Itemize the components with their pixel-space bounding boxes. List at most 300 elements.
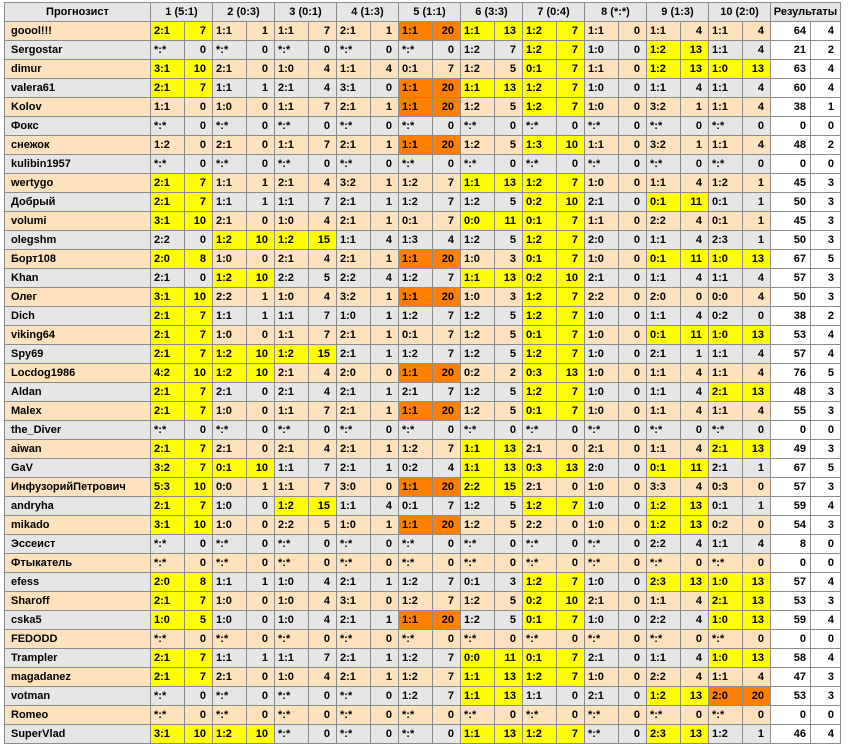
prediction-score: 1:2 — [275, 231, 309, 250]
prediction-points: 0 — [247, 326, 275, 345]
prediction-score: 1:2 — [523, 79, 557, 98]
prediction-score: 0:1 — [647, 459, 681, 478]
prediction-score: *:* — [337, 421, 371, 440]
prediction-points: 0 — [619, 687, 647, 706]
prediction-points: 10 — [185, 60, 213, 79]
table-row — [5, 592, 841, 611]
prediction-points: 0 — [309, 687, 337, 706]
prediction-points: 15 — [495, 478, 523, 497]
prediction-points: 1 — [371, 250, 399, 269]
prediction-points: 0 — [619, 383, 647, 402]
prediction-score: 3:2 — [151, 459, 185, 478]
prediction-score: 2:2 — [523, 516, 557, 535]
prediction-points: 13 — [681, 41, 709, 60]
table-row — [5, 725, 841, 744]
prediction-points: 1 — [247, 79, 275, 98]
prediction-points: 5 — [495, 231, 523, 250]
prediction-score: 1:0 — [213, 516, 247, 535]
prediction-points: 1 — [371, 402, 399, 421]
prediction-score: *:* — [461, 117, 495, 136]
prediction-score: 1:1 — [151, 98, 185, 117]
prediction-points: 4 — [681, 649, 709, 668]
prediction-points: 13 — [495, 725, 523, 744]
prediction-points: 0 — [557, 630, 585, 649]
prediction-score: 0:1 — [647, 250, 681, 269]
prediction-score: *:* — [709, 155, 743, 174]
prediction-score: 0:1 — [709, 497, 743, 516]
forecaster-name: olegshm — [5, 231, 151, 250]
prediction-points: 0 — [433, 117, 461, 136]
prediction-score: 1:2 — [523, 174, 557, 193]
prediction-points: 0 — [247, 630, 275, 649]
forecaster-name: Trampler — [5, 649, 151, 668]
prediction-score: 1:2 — [461, 307, 495, 326]
prediction-points: 7 — [185, 402, 213, 421]
prediction-score: 2:1 — [151, 307, 185, 326]
result-place: 5 — [811, 250, 841, 269]
prediction-score: 2:1 — [647, 345, 681, 364]
prediction-points: 0 — [247, 516, 275, 535]
table-row — [5, 535, 841, 554]
prediction-score: *:* — [399, 41, 433, 60]
prediction-score: 1:2 — [399, 345, 433, 364]
prediction-score: 1:0 — [585, 307, 619, 326]
prediction-points: 4 — [743, 364, 771, 383]
prediction-score: 2:1 — [275, 440, 309, 459]
total-points: 0 — [771, 630, 811, 649]
prediction-points: 2 — [495, 364, 523, 383]
prediction-points: 0 — [247, 41, 275, 60]
result-place: 3 — [811, 288, 841, 307]
prediction-score: 2:1 — [151, 22, 185, 41]
prediction-score: 3:1 — [151, 288, 185, 307]
prediction-points: 7 — [557, 402, 585, 421]
result-place: 3 — [811, 193, 841, 212]
prediction-points: 0 — [247, 554, 275, 573]
total-points: 53 — [771, 326, 811, 345]
prediction-points: 1 — [743, 459, 771, 478]
prediction-score: 2:1 — [213, 212, 247, 231]
forecaster-name: andryha — [5, 497, 151, 516]
result-place: 0 — [811, 155, 841, 174]
prediction-points: 7 — [185, 326, 213, 345]
prediction-score: 0:1 — [399, 326, 433, 345]
prediction-points: 0 — [371, 687, 399, 706]
prediction-score: *:* — [337, 554, 371, 573]
prediction-score: *:* — [151, 117, 185, 136]
prediction-score: 2:1 — [151, 592, 185, 611]
prediction-points: 0 — [433, 421, 461, 440]
prediction-score: *:* — [151, 554, 185, 573]
prediction-score: 1:0 — [337, 307, 371, 326]
prediction-points: 7 — [185, 174, 213, 193]
prediction-points: 4 — [309, 60, 337, 79]
prediction-points: 4 — [309, 288, 337, 307]
prediction-points: 10 — [247, 231, 275, 250]
prediction-points: 5 — [495, 307, 523, 326]
prediction-points: 4 — [681, 22, 709, 41]
total-points: 53 — [771, 687, 811, 706]
prediction-score: 1:0 — [275, 573, 309, 592]
prediction-points: 0 — [247, 155, 275, 174]
prediction-score: 1:1 — [585, 60, 619, 79]
match-column-header: 4 (1:3) — [337, 3, 399, 22]
prediction-score: 2:1 — [585, 687, 619, 706]
prediction-points: 10 — [185, 212, 213, 231]
prediction-points: 13 — [557, 459, 585, 478]
prediction-points: 13 — [743, 440, 771, 459]
prediction-score: 2:1 — [585, 649, 619, 668]
prediction-points: 4 — [743, 98, 771, 117]
prediction-score: 1:2 — [399, 592, 433, 611]
prediction-points: 7 — [309, 193, 337, 212]
prediction-points: 0 — [433, 725, 461, 744]
prediction-points: 1 — [743, 193, 771, 212]
prediction-score: *:* — [337, 41, 371, 60]
prediction-points: 4 — [433, 231, 461, 250]
total-points: 45 — [771, 212, 811, 231]
prediction-points: 7 — [309, 326, 337, 345]
prediction-points: 5 — [495, 98, 523, 117]
prediction-score: 3:2 — [337, 174, 371, 193]
prediction-score: 1:0 — [213, 402, 247, 421]
prediction-points: 10 — [185, 364, 213, 383]
result-place: 3 — [811, 231, 841, 250]
match-column-header: 9 (1:3) — [647, 3, 709, 22]
prediction-score: 1:1 — [275, 307, 309, 326]
prediction-points: 4 — [433, 459, 461, 478]
prediction-score: 1:1 — [337, 231, 371, 250]
prediction-points: 20 — [433, 136, 461, 155]
prediction-points: 0 — [557, 516, 585, 535]
prediction-score: 0:2 — [399, 459, 433, 478]
prediction-points: 7 — [433, 269, 461, 288]
prediction-score: 1:1 — [275, 459, 309, 478]
prediction-points: 4 — [309, 250, 337, 269]
prediction-points: 0 — [185, 98, 213, 117]
prediction-score: 1:1 — [337, 60, 371, 79]
prediction-score: *:* — [213, 117, 247, 136]
prediction-score: 1:2 — [461, 136, 495, 155]
result-place: 3 — [811, 516, 841, 535]
prediction-score: 1:2 — [523, 288, 557, 307]
prediction-score: 2:1 — [523, 440, 557, 459]
total-points: 48 — [771, 136, 811, 155]
prediction-points: 0 — [185, 136, 213, 155]
prediction-points: 4 — [309, 440, 337, 459]
forecaster-column-header: Прогнозист — [5, 3, 151, 22]
prediction-score: *:* — [709, 554, 743, 573]
prediction-points: 4 — [743, 136, 771, 155]
prediction-points: 0 — [185, 535, 213, 554]
prediction-points: 20 — [433, 611, 461, 630]
prediction-score: 1:1 — [709, 345, 743, 364]
prediction-score: 1:0 — [709, 60, 743, 79]
forecaster-name: cska5 — [5, 611, 151, 630]
prediction-points: 4 — [743, 79, 771, 98]
prediction-points: 4 — [309, 592, 337, 611]
prediction-score: 2:1 — [151, 345, 185, 364]
prediction-points: 13 — [495, 79, 523, 98]
prediction-score: 1:1 — [399, 79, 433, 98]
forecaster-name: viking64 — [5, 326, 151, 345]
prediction-score: 1:2 — [461, 611, 495, 630]
prediction-points: 7 — [557, 725, 585, 744]
prediction-points: 20 — [433, 364, 461, 383]
prediction-points: 0 — [371, 478, 399, 497]
table-row — [5, 98, 841, 117]
prediction-points: 0 — [247, 117, 275, 136]
prediction-points: 0 — [371, 364, 399, 383]
prediction-points: 4 — [309, 668, 337, 687]
result-place: 4 — [811, 22, 841, 41]
prediction-points: 15 — [309, 231, 337, 250]
prediction-score: 1:1 — [399, 402, 433, 421]
table-row — [5, 383, 841, 402]
total-points: 49 — [771, 440, 811, 459]
prediction-points: 7 — [557, 497, 585, 516]
prediction-score: *:* — [399, 554, 433, 573]
prediction-points: 3 — [495, 250, 523, 269]
prediction-points: 0 — [185, 421, 213, 440]
prediction-points: 1 — [371, 383, 399, 402]
prediction-points: 7 — [433, 497, 461, 516]
prediction-points: 5 — [185, 611, 213, 630]
prediction-points: 7 — [185, 668, 213, 687]
prediction-score: 1:2 — [523, 231, 557, 250]
prediction-score: *:* — [213, 535, 247, 554]
prediction-score: 1:1 — [647, 649, 681, 668]
prediction-points: 4 — [681, 364, 709, 383]
table-row — [5, 79, 841, 98]
prediction-points: 1 — [371, 611, 399, 630]
prediction-points: 0 — [309, 117, 337, 136]
prediction-score: 2:2 — [275, 516, 309, 535]
prediction-score: 2:0 — [585, 459, 619, 478]
prediction-points: 4 — [371, 60, 399, 79]
prediction-score: 1:0 — [709, 326, 743, 345]
prediction-score: 1:1 — [275, 478, 309, 497]
prediction-points: 0 — [557, 155, 585, 174]
prediction-score: 0:2 — [523, 193, 557, 212]
prediction-points: 4 — [681, 535, 709, 554]
prediction-score: 2:1 — [151, 440, 185, 459]
table-row — [5, 630, 841, 649]
prediction-points: 0 — [309, 155, 337, 174]
prediction-score: 2:2 — [585, 288, 619, 307]
prediction-score: *:* — [461, 630, 495, 649]
prediction-score: *:* — [647, 155, 681, 174]
prediction-score: 2:0 — [151, 250, 185, 269]
prediction-score: 0:0 — [709, 288, 743, 307]
prediction-score: 0:3 — [709, 478, 743, 497]
prediction-points: 15 — [309, 497, 337, 516]
prediction-score: *:* — [523, 630, 557, 649]
prediction-points: 10 — [185, 725, 213, 744]
result-place: 3 — [811, 478, 841, 497]
prediction-score: 1:1 — [213, 193, 247, 212]
prediction-points: 5 — [309, 516, 337, 535]
prediction-points: 1 — [371, 288, 399, 307]
prediction-points: 0 — [619, 611, 647, 630]
prediction-score: *:* — [647, 117, 681, 136]
prediction-score: 2:3 — [647, 573, 681, 592]
prediction-score: *:* — [709, 630, 743, 649]
prediction-score: 1:2 — [461, 41, 495, 60]
prediction-points: 4 — [371, 231, 399, 250]
prediction-score: 1:1 — [709, 41, 743, 60]
prediction-score: *:* — [213, 41, 247, 60]
prediction-score: 1:0 — [585, 345, 619, 364]
prediction-score: 1:2 — [399, 440, 433, 459]
prediction-points: 10 — [557, 269, 585, 288]
prediction-score: 2:1 — [151, 497, 185, 516]
prediction-score: 1:0 — [213, 250, 247, 269]
total-points: 67 — [771, 250, 811, 269]
forecaster-name: Фокс — [5, 117, 151, 136]
forecaster-name: kulibin1957 — [5, 155, 151, 174]
prediction-points: 11 — [495, 649, 523, 668]
total-points: 0 — [771, 554, 811, 573]
forecaster-name: Romeo — [5, 706, 151, 725]
prediction-score: 1:2 — [213, 725, 247, 744]
prediction-score: 0:3 — [523, 364, 557, 383]
table-row — [5, 307, 841, 326]
prediction-points: 0 — [619, 136, 647, 155]
prediction-points: 13 — [743, 649, 771, 668]
prediction-score: 2:1 — [213, 440, 247, 459]
prediction-points: 5 — [495, 60, 523, 79]
prediction-points: 13 — [681, 516, 709, 535]
prediction-score: 1:1 — [647, 79, 681, 98]
table-row — [5, 155, 841, 174]
prediction-score: 1:0 — [585, 402, 619, 421]
prediction-score: *:* — [337, 117, 371, 136]
prediction-score: 1:0 — [151, 611, 185, 630]
prediction-points: 5 — [495, 592, 523, 611]
prediction-points: 1 — [247, 174, 275, 193]
total-points: 0 — [771, 421, 811, 440]
prediction-score: 1:1 — [213, 174, 247, 193]
prediction-points: 8 — [185, 250, 213, 269]
prediction-points: 7 — [185, 383, 213, 402]
result-place: 4 — [811, 573, 841, 592]
prediction-score: 1:0 — [709, 611, 743, 630]
prediction-score: 1:0 — [585, 383, 619, 402]
prediction-points: 7 — [557, 611, 585, 630]
prediction-points: 0 — [681, 117, 709, 136]
prediction-score: 0:1 — [461, 573, 495, 592]
total-points: 57 — [771, 345, 811, 364]
prediction-score: *:* — [399, 421, 433, 440]
prediction-score: 0:1 — [709, 193, 743, 212]
prediction-score: 1:2 — [647, 516, 681, 535]
prediction-points: 20 — [433, 98, 461, 117]
prediction-points: 0 — [619, 269, 647, 288]
prediction-points: 1 — [371, 668, 399, 687]
prediction-score: 1:0 — [585, 497, 619, 516]
prediction-points: 7 — [557, 345, 585, 364]
result-place: 3 — [811, 668, 841, 687]
prediction-score: 1:2 — [399, 687, 433, 706]
match-column-header: 7 (0:4) — [523, 3, 585, 22]
prediction-score: 1:2 — [709, 174, 743, 193]
prediction-points: 0 — [743, 307, 771, 326]
result-place: 4 — [811, 649, 841, 668]
prediction-points: 13 — [681, 725, 709, 744]
prediction-points: 0 — [309, 706, 337, 725]
prediction-points: 7 — [309, 22, 337, 41]
result-place: 3 — [811, 269, 841, 288]
prediction-score: 2:2 — [151, 231, 185, 250]
prediction-score: 1:0 — [275, 592, 309, 611]
prediction-score: *:* — [523, 117, 557, 136]
prediction-points: 20 — [433, 79, 461, 98]
prediction-score: 3:1 — [151, 60, 185, 79]
prediction-score: 1:1 — [461, 79, 495, 98]
result-place: 3 — [811, 592, 841, 611]
prediction-points: 7 — [557, 573, 585, 592]
prediction-points: 0 — [619, 497, 647, 516]
result-place: 4 — [811, 725, 841, 744]
prediction-score: 0:1 — [399, 497, 433, 516]
prediction-points: 4 — [743, 345, 771, 364]
prediction-score: 1:1 — [399, 98, 433, 117]
results-column-header: Результаты — [771, 3, 841, 22]
prediction-points: 7 — [433, 687, 461, 706]
prediction-points: 7 — [557, 22, 585, 41]
prediction-score: 0:2 — [523, 592, 557, 611]
prediction-score: 1:2 — [461, 402, 495, 421]
prediction-points: 7 — [557, 383, 585, 402]
result-place: 3 — [811, 212, 841, 231]
prediction-score: *:* — [585, 706, 619, 725]
prediction-score: 1:2 — [523, 345, 557, 364]
prediction-points: 20 — [433, 478, 461, 497]
prediction-score: 2:0 — [585, 231, 619, 250]
prediction-points: 4 — [743, 402, 771, 421]
prediction-score: 1:2 — [399, 269, 433, 288]
prediction-points: 20 — [433, 288, 461, 307]
prediction-score: 0:0 — [461, 212, 495, 231]
table-row — [5, 22, 841, 41]
prediction-points: 0 — [557, 440, 585, 459]
prediction-score: 2:1 — [337, 649, 371, 668]
prediction-score: 3:1 — [151, 725, 185, 744]
prediction-score: 0:3 — [523, 459, 557, 478]
prediction-points: 13 — [743, 573, 771, 592]
prediction-score: 2:2 — [647, 212, 681, 231]
total-points: 60 — [771, 79, 811, 98]
prediction-points: 3 — [495, 288, 523, 307]
prediction-score: 2:1 — [151, 402, 185, 421]
prediction-score: 1:2 — [523, 725, 557, 744]
prediction-score: 1:1 — [213, 307, 247, 326]
prediction-points: 0 — [681, 630, 709, 649]
prediction-points: 13 — [681, 687, 709, 706]
forecaster-name: mikado — [5, 516, 151, 535]
prediction-points: 0 — [495, 554, 523, 573]
prediction-score: 2:1 — [337, 611, 371, 630]
result-place: 0 — [811, 554, 841, 573]
prediction-points: 0 — [619, 478, 647, 497]
prediction-points: 1 — [247, 288, 275, 307]
prediction-points: 10 — [557, 592, 585, 611]
prediction-points: 5 — [495, 611, 523, 630]
forecaster-name: Sergostar — [5, 41, 151, 60]
prediction-score: 1:2 — [399, 649, 433, 668]
prediction-points: 4 — [681, 79, 709, 98]
